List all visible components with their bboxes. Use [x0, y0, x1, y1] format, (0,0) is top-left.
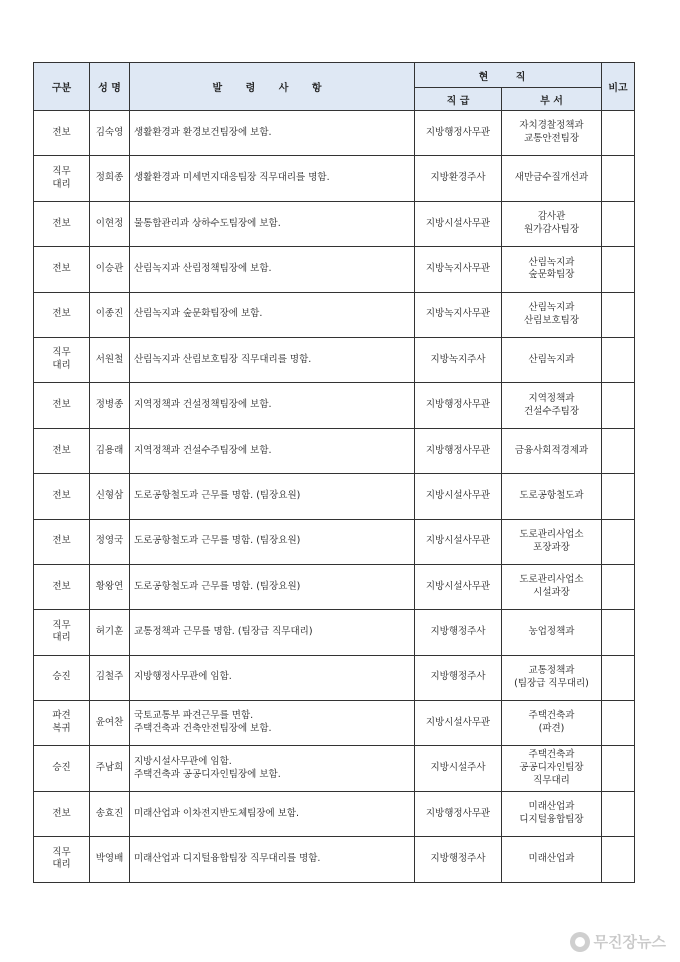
cell-dept: [502, 428, 602, 473]
cell-order: [130, 292, 415, 337]
cell-category-text: 승진: [52, 762, 71, 774]
cell-order-text: 생활환경과 환경보건팀장에 보함.: [134, 126, 272, 138]
cell-order-text: 산림녹지과 숲문화팀장에 보함.: [134, 308, 263, 320]
cell-order: [130, 111, 415, 156]
cell-name-text: 신형삼: [95, 489, 124, 501]
cell-dept: [502, 610, 602, 655]
cell-category: [34, 746, 90, 791]
cell-dept: [502, 383, 602, 428]
cell-note: [602, 292, 635, 337]
cell-rank-text: 지방시설사무관: [425, 716, 491, 728]
cell-category: [34, 292, 90, 337]
cell-category-text: 파견 복귀: [52, 710, 71, 735]
cell-note: [602, 655, 635, 700]
cell-category-text: 전보: [52, 580, 71, 592]
table-row: [34, 111, 635, 156]
cell-rank: [415, 292, 502, 337]
cell-dept: [502, 201, 602, 246]
cell-category-text: 전보: [52, 807, 71, 819]
cell-dept-text: 자치경찰정책과 교통안전팀장: [519, 120, 584, 145]
cell-category: [34, 156, 90, 201]
cell-note: [602, 474, 635, 519]
cell-order: [130, 655, 415, 700]
cell-order-text: 물통합관리과 상하수도팀장에 보함.: [134, 217, 281, 229]
cell-order-text: 도로공항철도과 근무를 명함. (팀장요원): [134, 535, 301, 547]
cell-order: [130, 564, 415, 609]
cell-category-text: 전보: [52, 126, 71, 138]
cell-name: [90, 837, 130, 882]
cell-rank: [415, 428, 502, 473]
cell-rank: [415, 564, 502, 609]
cell-category-text: 직무 대리: [52, 165, 71, 190]
cell-dept: [502, 156, 602, 201]
cell-rank-text: 지방시설사무관: [425, 535, 491, 547]
cell-order: [130, 746, 415, 791]
cell-category: [34, 111, 90, 156]
cell-order: [130, 337, 415, 382]
cell-dept: [502, 247, 602, 292]
cell-name: [90, 337, 130, 382]
cell-name: [90, 474, 130, 519]
cell-note: [602, 701, 635, 746]
cell-dept: [502, 701, 602, 746]
news-logo-icon: [570, 932, 590, 952]
cell-dept: [502, 337, 602, 382]
cell-name-text: 황왕연: [95, 580, 124, 592]
table-row: [34, 156, 635, 201]
cell-dept-text: 주택건축과 공공디자인팀장 직무대리: [519, 749, 584, 787]
cell-name: [90, 383, 130, 428]
cell-order-text: 산림녹지과 산림정책팀장에 보함.: [134, 262, 272, 274]
cell-rank: [415, 111, 502, 156]
cell-dept-text: 감사관 원가감사팀장: [523, 211, 580, 235]
cell-name-text: 김철주: [95, 671, 124, 683]
cell-name-text: 이종진: [95, 308, 124, 320]
cell-name: [90, 746, 130, 791]
cell-dept: [502, 791, 602, 836]
cell-name: [90, 701, 130, 746]
cell-dept-text: 지역정책과 건설수주팀장: [523, 392, 580, 417]
cell-category-text: 직무 대리: [52, 846, 71, 871]
cell-note: [602, 428, 635, 473]
cell-name: [90, 111, 130, 156]
cell-order: [130, 383, 415, 428]
cell-note: [602, 156, 635, 201]
appointment-table: [33, 62, 635, 883]
cell-note: [602, 383, 635, 428]
cell-category: [34, 791, 90, 836]
cell-order-text: 국토교통부 파견근무를 면함. 주택건축과 건축안전팀장에 보함.: [134, 710, 272, 735]
cell-rank-text: 지방행정사무관: [425, 399, 491, 411]
cell-order-text: 생활환경과 미세먼지대응팀장 직무대리를 명함.: [134, 172, 330, 184]
cell-name-text: 김용래: [95, 444, 124, 456]
cell-dept: [502, 564, 602, 609]
cell-order-text: 도로공항철도과 근무를 명함. (팀장요원): [134, 489, 301, 501]
cell-rank: [415, 519, 502, 564]
cell-rank: [415, 746, 502, 791]
cell-order: [130, 156, 415, 201]
cell-category-text: 전보: [52, 399, 71, 411]
cell-name: [90, 247, 130, 292]
cell-rank-text: 지방시설주사: [430, 762, 486, 774]
cell-dept-text: 농업정책과: [528, 626, 575, 638]
header-note: 비고: [602, 63, 635, 111]
table-row: [34, 292, 635, 337]
table-row: [34, 201, 635, 246]
cell-name-text: 서원철: [95, 353, 124, 365]
table-row: [34, 247, 635, 292]
cell-rank: [415, 701, 502, 746]
cell-category: [34, 201, 90, 246]
cell-name: [90, 292, 130, 337]
cell-order: [130, 701, 415, 746]
cell-rank-text: 지방시설사무관: [425, 217, 491, 229]
table-row: [34, 519, 635, 564]
cell-note: [602, 111, 635, 156]
cell-category-text: 전보: [52, 217, 71, 229]
cell-rank: [415, 247, 502, 292]
cell-name: [90, 519, 130, 564]
cell-order: [130, 474, 415, 519]
cell-order-text: 지방시설사무관에 임함. 주택건축과 공공디자인팀장에 보함.: [134, 755, 281, 780]
cell-dept: [502, 655, 602, 700]
cell-rank-text: 지방행정사무관: [425, 126, 491, 138]
cell-rank-text: 지방환경주사: [430, 172, 486, 184]
cell-note: [602, 837, 635, 882]
cell-category-text: 전보: [52, 535, 71, 547]
cell-note: [602, 564, 635, 609]
cell-rank-text: 지방행정사무관: [425, 807, 491, 819]
cell-rank-text: 지방행정사무관: [425, 444, 491, 456]
cell-order: [130, 837, 415, 882]
cell-name-text: 박영배: [95, 853, 124, 865]
header-rank: 직 급: [415, 88, 502, 111]
cell-name-text: 정희종: [95, 172, 124, 184]
cell-name: [90, 564, 130, 609]
cell-name: [90, 156, 130, 201]
cell-order-text: 지역정책과 건설정책팀장에 보함.: [134, 399, 272, 411]
cell-dept: [502, 837, 602, 882]
header-dept: 부 서: [502, 88, 602, 111]
header-current: 현 직: [415, 63, 602, 88]
cell-category: [34, 337, 90, 382]
table-row: [34, 746, 635, 791]
cell-dept-text: 미래산업과: [528, 853, 575, 865]
cell-dept-text: 산림녹지과 산림보호팀장: [523, 301, 580, 326]
cell-name-text: 김숙영: [95, 126, 124, 138]
table-row: [34, 837, 635, 882]
cell-note: [602, 201, 635, 246]
cell-name: [90, 610, 130, 655]
watermark: [570, 931, 666, 952]
cell-name: [90, 791, 130, 836]
table-row: [34, 655, 635, 700]
cell-category-text: 전보: [52, 262, 71, 274]
cell-dept-text: 도로공항철도과: [519, 489, 584, 501]
cell-order: [130, 428, 415, 473]
cell-rank-text: 지방녹지주사: [430, 353, 486, 365]
cell-rank-text: 지방행정주사: [430, 626, 486, 638]
table-row: [34, 610, 635, 655]
cell-name-text: 허기훈: [95, 626, 124, 638]
cell-order: [130, 247, 415, 292]
table-header-row: [34, 63, 635, 88]
cell-dept-text: 금융사회적경제과: [514, 444, 589, 456]
cell-order-text: 미래산업과 이차전지반도체팀장에 보함.: [134, 807, 300, 819]
cell-dept-text: 산림녹지과 숲문화팀장: [528, 256, 575, 281]
cell-dept-text: 도로관리사업소 포장과장: [519, 528, 584, 553]
cell-rank: [415, 474, 502, 519]
cell-category: [34, 474, 90, 519]
cell-dept: [502, 111, 602, 156]
cell-dept-text: 주택건축과 (파견): [528, 710, 575, 735]
cell-order-text: 도로공항철도과 근무를 명함. (팀장요원): [134, 580, 301, 592]
cell-rank-text: 지방녹지사무관: [425, 262, 491, 274]
cell-dept-text: 산림녹지과: [528, 353, 575, 365]
header-order: 발 령 사 항: [130, 63, 415, 111]
cell-dept: [502, 519, 602, 564]
cell-order-text: 교통정책과 근무를 명함. (팀장급 직무대리): [134, 626, 313, 638]
cell-name-text: 송효진: [95, 807, 124, 819]
cell-category-text: 전보: [52, 444, 71, 456]
cell-rank-text: 지방행정주사: [430, 853, 486, 865]
table-row: [34, 474, 635, 519]
table-row: [34, 791, 635, 836]
cell-dept: [502, 474, 602, 519]
cell-name-text: 주남희: [95, 762, 124, 774]
table-row: [34, 383, 635, 428]
cell-category-text: 전보: [52, 308, 71, 320]
cell-category: [34, 837, 90, 882]
cell-order: [130, 610, 415, 655]
cell-order-text: 미래산업과 디지털융합팀장 직무대리를 명함.: [134, 853, 321, 865]
cell-dept-text: 새만금수질개선과: [514, 172, 589, 184]
cell-note: [602, 337, 635, 382]
cell-rank: [415, 201, 502, 246]
header-name: 성 명: [90, 63, 130, 111]
table-row: [34, 337, 635, 382]
cell-note: [602, 610, 635, 655]
cell-rank-text: 지방시설사무관: [425, 580, 491, 592]
cell-dept-text: 교통정책과 (팀장급 직무대리): [514, 665, 589, 689]
cell-category: [34, 564, 90, 609]
table-row: [34, 428, 635, 473]
cell-rank: [415, 156, 502, 201]
cell-note: [602, 791, 635, 836]
cell-rank-text: 지방행정주사: [430, 671, 486, 683]
cell-name: [90, 201, 130, 246]
cell-category-text: 전보: [52, 489, 71, 501]
cell-dept: [502, 746, 602, 791]
cell-rank-text: 지방시설사무관: [425, 489, 491, 501]
cell-order-text: 지방행정사무관에 임함.: [134, 671, 232, 683]
cell-name: [90, 428, 130, 473]
cell-category: [34, 247, 90, 292]
cell-order: [130, 791, 415, 836]
cell-rank: [415, 791, 502, 836]
cell-category: [34, 519, 90, 564]
cell-category: [34, 655, 90, 700]
cell-category: [34, 428, 90, 473]
cell-rank: [415, 337, 502, 382]
cell-order: [130, 201, 415, 246]
cell-category-text: 직무 대리: [52, 619, 71, 644]
cell-rank: [415, 655, 502, 700]
cell-category: [34, 701, 90, 746]
cell-rank-text: 지방녹지사무관: [425, 308, 491, 320]
cell-name-text: 정영국: [95, 535, 124, 547]
table-row: [34, 564, 635, 609]
cell-name-text: 이현정: [95, 217, 124, 229]
cell-note: [602, 746, 635, 791]
cell-order: [130, 519, 415, 564]
cell-order-text: 산림녹지과 산림보호팀장 직무대리를 명함.: [134, 353, 312, 365]
cell-dept: [502, 292, 602, 337]
cell-category-text: 승진: [52, 671, 71, 683]
cell-dept-text: 도로관리사업소 시설과장: [519, 574, 584, 599]
cell-category: [34, 383, 90, 428]
cell-note: [602, 519, 635, 564]
cell-name: [90, 655, 130, 700]
cell-note: [602, 247, 635, 292]
cell-rank: [415, 383, 502, 428]
cell-order-text: 지역정책과 건설수주팀장에 보함.: [134, 444, 272, 456]
cell-name-text: 이승관: [95, 262, 124, 274]
header-category: 구분: [34, 63, 90, 111]
cell-category-text: 직무 대리: [52, 347, 71, 372]
cell-name-text: 정병종: [95, 399, 124, 411]
watermark-text: 무진장뉴스: [593, 933, 666, 951]
cell-rank: [415, 610, 502, 655]
cell-category: [34, 610, 90, 655]
cell-name-text: 윤여찬: [95, 716, 124, 728]
cell-dept-text: 미래산업과 디지털융합팀장: [519, 801, 584, 826]
cell-rank: [415, 837, 502, 882]
table-row: [34, 701, 635, 746]
